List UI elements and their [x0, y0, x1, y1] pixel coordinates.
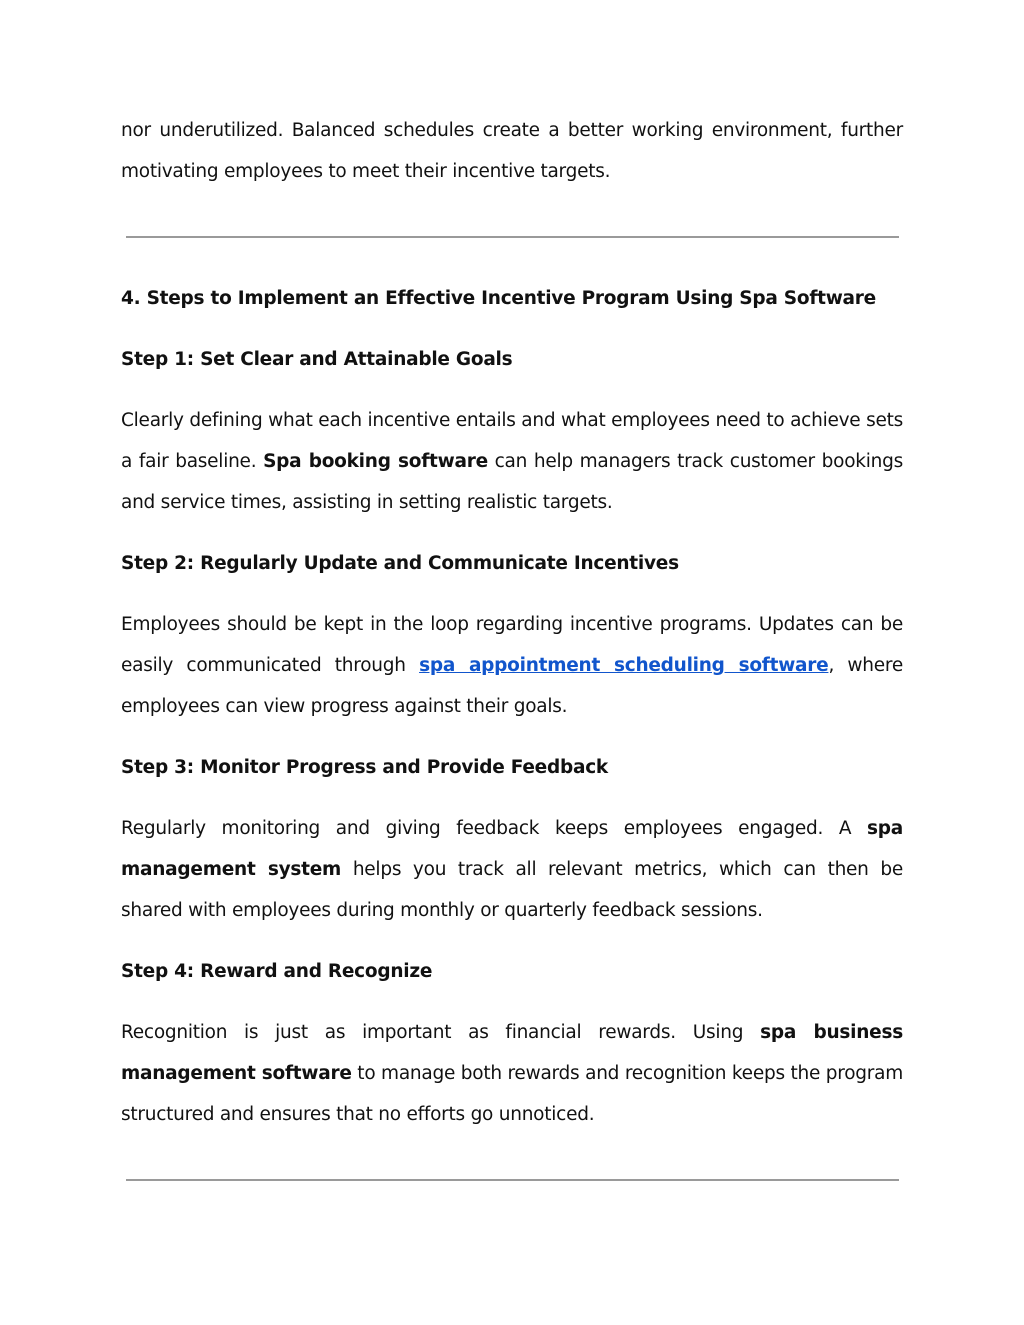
step-4-title: Step 4: Reward and Recognize — [121, 961, 433, 982]
step-3-bold-term: spa management system — [121, 818, 903, 880]
step-2-text-before: Employees should be kept in the loop regarding incentive programs. Updates can be easily communicated through — [121, 614, 903, 676]
step-1-text-before: Clearly defining what each incentive entails and what employees need to achieve sets a fair baseline. — [121, 410, 903, 472]
divider-bottom — [126, 1179, 899, 1181]
step-1-paragraph — [121, 400, 903, 523]
step-3-text-after: helps you track all relevant metrics, which can then be shared with employees during monthly or quarterly feedback sessions. — [121, 859, 904, 921]
step-4-paragraph — [121, 1012, 903, 1135]
step-3-text-before: Regularly monitoring and giving feedback keeps employees engaged. A — [121, 818, 867, 839]
step-1-text-after: can help managers track customer bookings and service times, assisting in setting realistic targets. — [121, 451, 903, 513]
step-2-title: Step 2: Regularly Update and Communicate Incentives — [121, 553, 679, 574]
step-2-paragraph — [121, 604, 903, 727]
step-3-title: Step 3: Monitor Progress and Provide Feedback — [121, 757, 608, 778]
step-4-text-after: to manage both rewards and recognition keeps the program structured and ensures that no efforts go unnoticed. — [121, 1063, 903, 1125]
step-1-title: Step 1: Set Clear and Attainable Goals — [121, 349, 513, 370]
section-title: 4. Steps to Implement an Effective Incentive Program Using Spa Software — [121, 288, 876, 309]
spa-appointment-scheduling-link[interactable]: spa appointment scheduling software — [419, 655, 829, 676]
document-page — [121, 110, 903, 1181]
step-1-bold-term: Spa booking software — [263, 451, 488, 472]
step-4-bold-term: spa business management software — [121, 1022, 903, 1084]
step-3-paragraph — [121, 808, 903, 931]
intro-paragraph: nor underutilized. Balanced schedules create a better working environment, further motivating employees to meet their incentive targets. — [121, 120, 903, 182]
step-2-text-after: , where employees can view progress against their goals. — [121, 655, 903, 717]
step-4-text-before: Recognition is just as important as financial rewards. Using — [121, 1022, 761, 1043]
